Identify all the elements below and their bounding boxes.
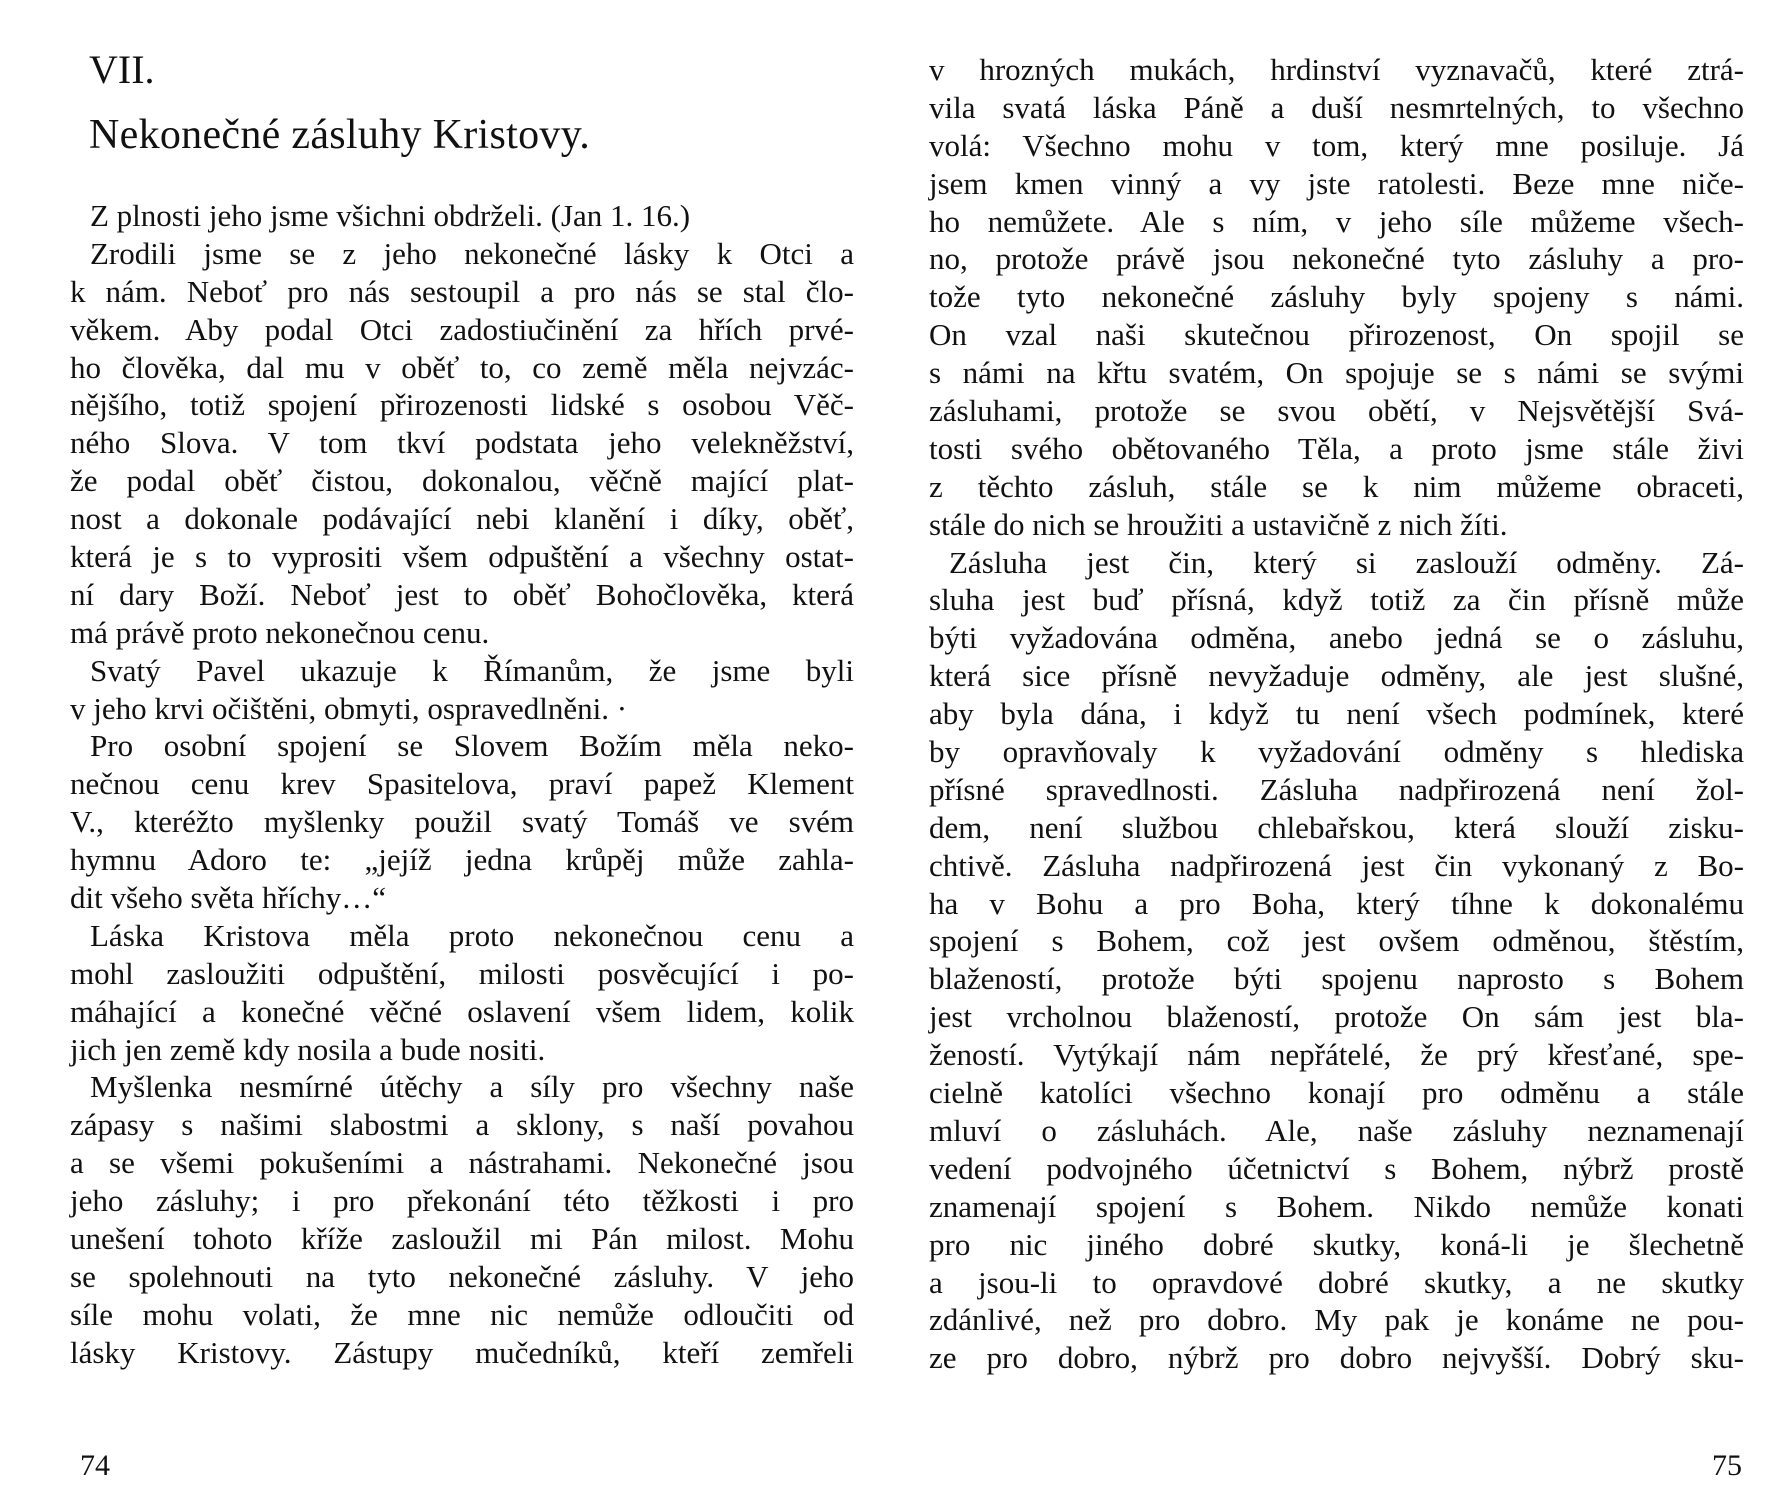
text-line: ha v Bohu a pro Boha, který tíhne k dokonalému [929, 885, 1744, 921]
paragraph [70, 917, 854, 1069]
page-number-left: 74 [80, 1449, 110, 1482]
text-line: která sice přísně nevyžaduje odměny, ale jest slušné, [929, 658, 1744, 694]
text-line: býti vyžadována odměna, anebo jedná se o zásluhu, [929, 620, 1744, 656]
text-line: Pro osobní spojení se Slovem Božím měla neko- [90, 728, 854, 764]
paragraph [70, 727, 854, 916]
text-line: cielně katolíci všechno konají pro odměnu a stále [929, 1075, 1744, 1111]
text-line: nějšího, totiž spojení přirozenosti lidské s osobou Věč- [70, 387, 854, 423]
paragraph [929, 51, 1744, 544]
text-line: tosti svého obětovaného Těla, a proto jsme stále živi [929, 430, 1744, 466]
text-line: že podal oběť čistou, dokonalou, věčně mající plat- [70, 463, 854, 499]
text-line: vila svatá láska Páně a duší nesmrtelných, to všechno [929, 89, 1744, 125]
text-line: ného Slova. V tom tkví podstata jeho velekněžství, [70, 425, 854, 461]
text-line: On vzal naši skutečnou přirozenost, On spojil se [929, 317, 1744, 353]
text-line: nečnou cenu krev Spasitelova, praví papež Klement [70, 766, 854, 802]
text-line: blažeností, protože býti spojenu naprosto s Bohem [929, 961, 1744, 997]
text-line: zdánlivé, než pro dobro. My pak je konáme ne pou- [929, 1302, 1744, 1338]
page-number-right: 75 [1712, 1449, 1742, 1482]
text-line: jeho zásluhy; i pro překonání této těžkosti i pro [70, 1183, 854, 1219]
text-line: jich jen země kdy nosila a bude nositi. [70, 1031, 546, 1067]
text-line: s námi na křtu svatém, On spojuje se s námi se svými [929, 355, 1744, 391]
right-page-text [929, 51, 1744, 1377]
text-line: z těchto zásluh, stále se k nim můžeme obraceti, [929, 468, 1744, 504]
text-line: dit všeho světa hříchy…“ [70, 880, 386, 916]
paragraph [70, 235, 854, 652]
left-page-text [70, 197, 854, 1372]
text-line: máhající a konečné věčné oslavení všem lidem, kolik [70, 993, 854, 1029]
text-line: nost a dokonale podávající nebi klanění i díky, oběť, [70, 501, 854, 537]
paragraph [70, 652, 854, 728]
text-line: jsem kmen vinný a vy jste ratolesti. Beze mne niče- [929, 165, 1744, 201]
paragraph [929, 544, 1744, 1378]
text-line: dem, není službou chlebařskou, která slouží zisku- [929, 809, 1744, 845]
text-line: v hrozných mukách, hrdinství vyznavačů, které ztrá- [929, 52, 1744, 87]
text-line: Zásluha jest čin, který si zaslouží odměny. Zá- [949, 544, 1744, 580]
text-line: znamenají spojení s Bohem. Nikdo nemůže konati [929, 1188, 1744, 1224]
text-line: má právě proto nekonečnou cenu. [70, 614, 490, 650]
text-line: a se všemi pokušeními a nástrahami. Nekonečné jsou [70, 1145, 854, 1181]
text-line: a jsou-li to opravdové dobré skutky, a ne skutky [929, 1264, 1744, 1300]
text-line: jest vrcholnou blažeností, protože On sám jest bla- [929, 999, 1744, 1035]
text-line: která je s to vyprositi všem odpuštění a všechny ostat- [70, 539, 854, 575]
text-line: zásluhami, protože se svou obětí, v Nejsvětější Svá- [929, 393, 1744, 429]
text-line: no, protože právě jsou nekonečné tyto zásluhy a pro- [929, 241, 1744, 277]
text-line: volá: Všechno mohu v tom, který mne posiluje. Já [929, 127, 1744, 163]
text-line: ho člověka, dal mu v oběť to, co země měla nejvzác- [70, 349, 854, 385]
text-line: V., kteréžto myšlenky použil svatý Tomáš ve svém [70, 804, 854, 840]
paragraph [70, 197, 854, 235]
chapter-number: VII. [89, 47, 155, 92]
text-line: ní dary Boží. Neboť jest to oběť Bohočlověka, která [70, 576, 854, 612]
text-line: v jeho krvi očištěni, obmyti, ospravedlněni. · [70, 690, 628, 726]
text-line: aby byla dána, i když tu není všech podmínek, které [929, 696, 1744, 732]
text-line: mohl zasloužiti odpuštění, milosti posvěcující i po- [70, 955, 854, 991]
text-line: k nám. Neboť pro nás sestoupil a pro nás se stal člo- [70, 273, 854, 309]
text-line: vedení podvojného účetnictví s Bohem, nýbrž prostě [929, 1150, 1744, 1186]
text-line: unešení tohoto kříže zasloužil mi Pán milost. Mohu [70, 1221, 854, 1257]
text-line: lásky Kristovy. Zástupy mučedníků, kteří zemřeli [70, 1334, 854, 1370]
text-line: tože tyto nekonečné zásluhy byly spojeny s námi. [929, 279, 1744, 315]
text-line: Svatý Pavel ukazuje k Římanům, že jsme byli [90, 652, 854, 688]
text-line: mluví o zásluhách. Ale, naše zásluhy neznamenají [929, 1112, 1744, 1148]
text-line: by opravňovaly k vyžadování odměny s hlediska [929, 734, 1744, 770]
paragraph [70, 1068, 854, 1371]
text-line: chtivě. Zásluha nadpřirozená jest čin vykonaný z Bo- [929, 847, 1744, 883]
text-line: věkem. Aby podal Otci zadostiučinění za hřích prvé- [70, 311, 854, 347]
text-line: síle mohu volati, že mne nic nemůže odloučiti od [70, 1296, 854, 1332]
text-line: ze pro dobro, nýbrž pro dobro nejvyšší. Dobrý sku- [929, 1340, 1744, 1376]
text-line: pro nic jiného dobré skutky, koná-li je šlechetně [929, 1226, 1744, 1262]
text-line: sluha jest buď přísná, když totiž za čin přísně může [929, 582, 1744, 618]
text-line: Myšlenka nesmírné útěchy a síly pro všechny naše [90, 1069, 854, 1105]
text-line: Zrodili jsme se z jeho nekonečné lásky k Otci a [90, 235, 854, 271]
text-line: přísné spravedlnosti. Zásluha nadpřirozená není žol- [929, 771, 1744, 807]
text-line: zápasy s našimi slabostmi a sklony, s naší povahou [70, 1107, 854, 1143]
text-line: hymnu Adoro te: „jejíž jedna krůpěj může zahla- [70, 842, 854, 878]
text-line: ho nemůžete. Ale s ním, v jeho síle můžeme všech- [929, 203, 1744, 239]
text-line: Z plnosti jeho jsme všichni obdrželi. (Jan 1. 16.) [90, 198, 691, 233]
text-line: stále do nich se hroužiti a ustavičně z nich žíti. [929, 506, 1508, 542]
text-line: Láska Kristova měla proto nekonečnou cenu a [90, 917, 854, 953]
text-line: žeností. Vytýkají nám nepřátelé, že prý křesťané, spe- [929, 1037, 1744, 1073]
text-line: se spolehnouti na tyto nekonečné zásluhy. V jeho [70, 1258, 854, 1294]
chapter-title: Nekonečné zásluhy Kristovy. [89, 112, 591, 158]
text-line: spojení s Bohem, což jest ovšem odměnou, štěstím, [929, 923, 1744, 959]
